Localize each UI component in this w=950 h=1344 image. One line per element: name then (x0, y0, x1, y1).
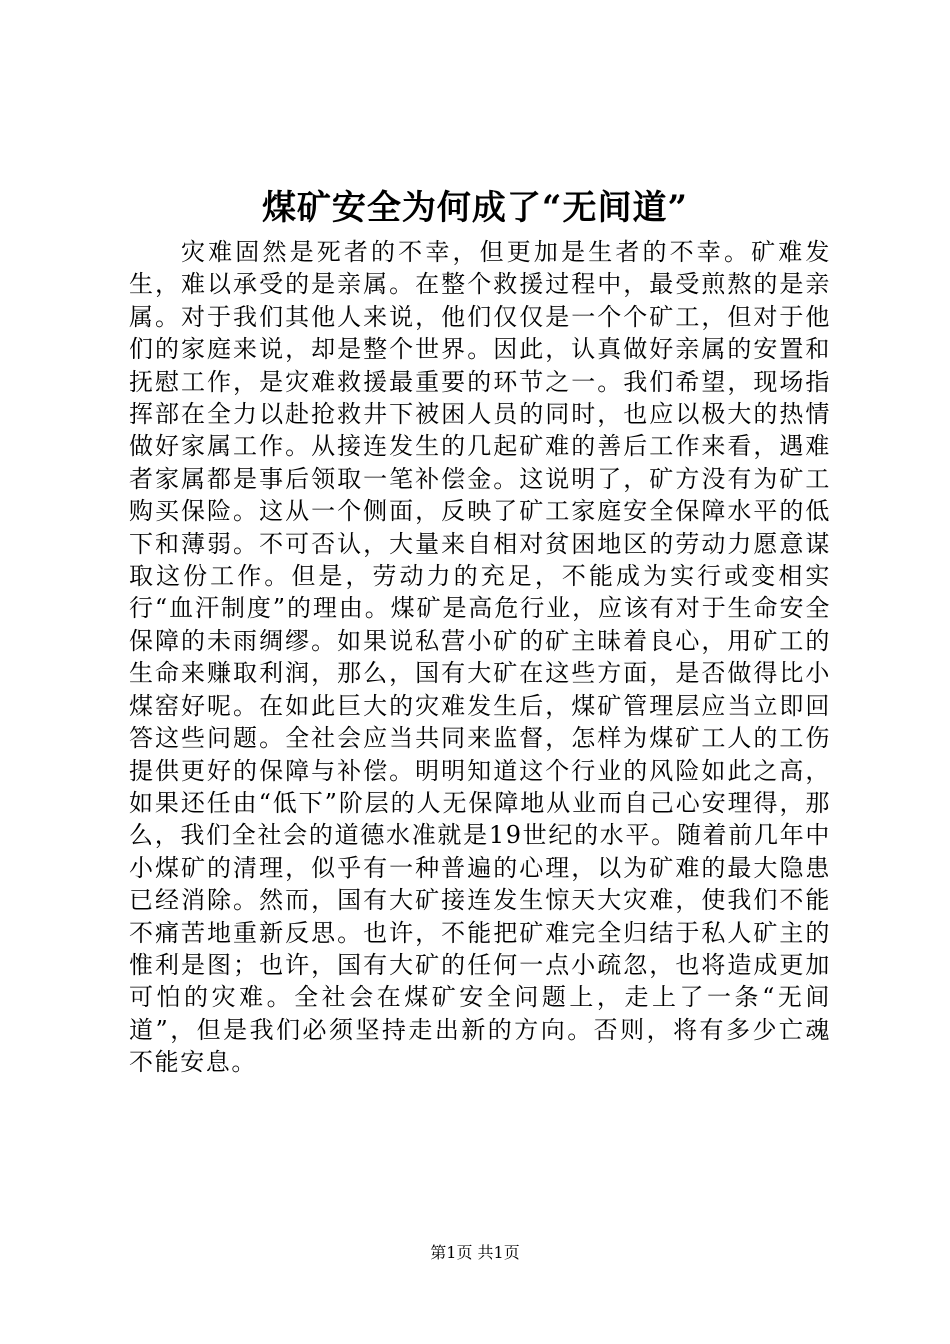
page-title: 煤矿安全为何成了“无间道” (261, 188, 689, 228)
body-paragraph: 灾难固然是死者的不幸，但更加是生者的不幸。矿难发生，难以承受的是亲属。在整个救援过程中，最受煎熬的是亲属。对于我们其他人来说，他们仅仅是一个个矿工，但对于他们的家庭来说，却是整个世界。因此，认真做好亲属的安置和抚慰工作，是灾难救援最重要的环节之一。我们希望，现场指挥部在全力以赴抢救井下被困人员的同时，也应以极大的热情做好家属工作。从接连发生的几起矿难的善后工作来看，遇难者家属都是事后领取一笔补偿金。这说明了，矿方没有为矿工购买保险。这从一个侧面，反映了矿工家庭安全保障水平的低下和薄弱。不可否认，大量来自相对贫困地区的劳动力愿意谋取这份工作。但是，劳动力的充足，不能成为实行或变相实行“血汗制度”的理由。煤矿是高危行业，应该有对于生命安全保障的未雨绸缪。如果说私营小矿的矿主昧着良心，用矿工的生命来赚取利润，那么，国有大矿在这些方面，是否做得比小煤窑好呢。在如此巨大的灾难发生后，煤矿管理层应当立即回答这些问题。全社会应当共同来监督，怎样为煤矿工人的工伤提供更好的保障与补偿。明明知道这个行业的风险如此之高，如果还任由“低下”阶层的人无保障地从业而自己心安理得，那么，我们全社会的道德水准就是19世纪的水平。随着前几年中小煤矿的清理，似乎有一种普遍的心理，以为矿难的最大隐患已经消除。然而，国有大矿接连发生惊天大灾难，使我们不能不痛苦地重新反思。也许，不能把矿难完全归结于私人矿主的惟利是图；也许，国有大矿的任何一点小疏忽，也将造成更加可怕的灾难。全社会在煤矿安全问题上，走上了一条“无间道”，但是我们必须坚持走出新的方向。否则，将有多少亡魂不能安息。 (129, 238, 831, 1077)
page-footer: 第1页 共1页 (430, 1243, 520, 1262)
